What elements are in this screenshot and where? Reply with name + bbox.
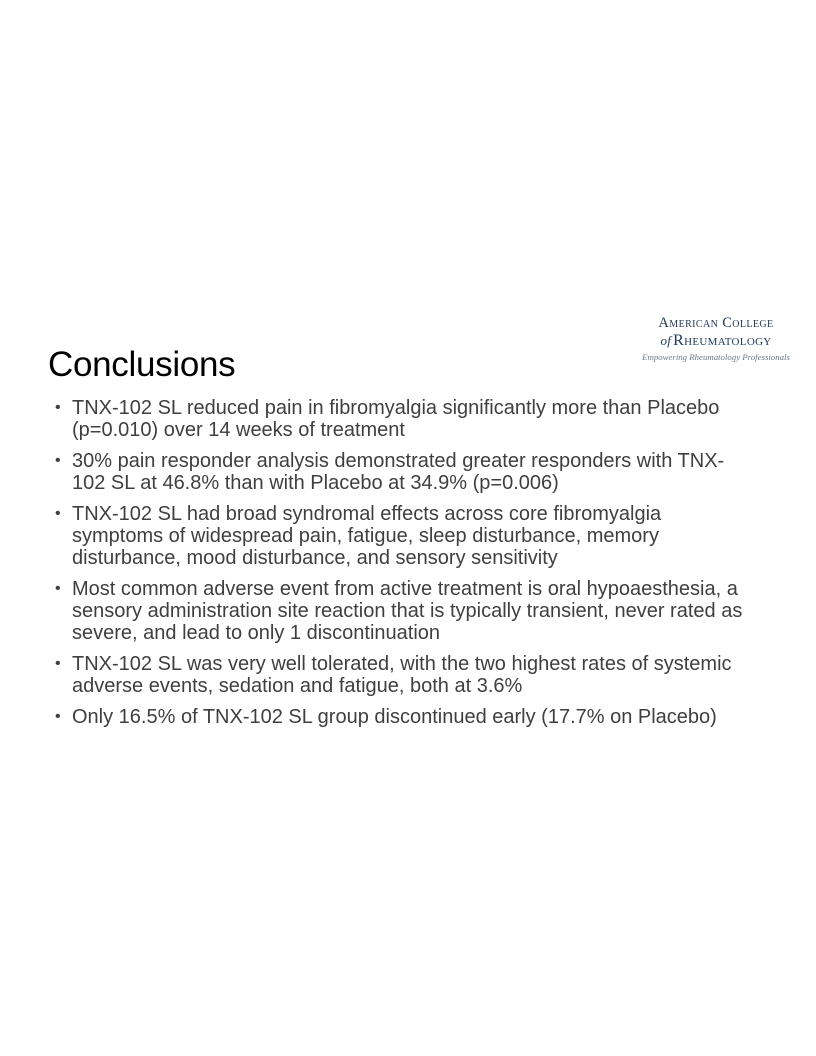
list-item — [48, 653, 762, 697]
list-item — [48, 706, 762, 728]
bullet-text-line: Most common adverse event from active treatment is oral hypoaesthesia, a — [72, 578, 738, 600]
bullet-text-line: 30% pain responder analysis demonstrated greater responders with TNX- — [72, 450, 725, 472]
bullet-text-line: TNX-102 SL had broad syndromal effects across core fibromyalgia — [72, 503, 662, 525]
acr-logo-of: of — [660, 332, 672, 348]
bullet-marker: • — [55, 708, 61, 725]
bullet-text — [72, 503, 762, 569]
acr-logo-tagline: Empowering Rheumatology Professionals — [642, 351, 790, 362]
list-item — [48, 578, 762, 644]
bullet-text-line: adverse events, sedation and fatigue, both at 3.6% — [72, 675, 523, 697]
acr-logo-name: Rheumatology — [673, 331, 772, 349]
acr-logo — [642, 316, 790, 361]
conclusions-list — [48, 397, 762, 737]
bullet-text — [72, 397, 762, 441]
bullet-marker: • — [55, 452, 61, 469]
bullet-text-line: (p=0.010) over 14 weeks of treatment — [72, 419, 405, 441]
bullet-marker: • — [55, 580, 61, 597]
bullet-text-line: severe, and lead to only 1 discontinuation — [72, 622, 441, 644]
bullet-text — [72, 578, 762, 644]
bullet-text — [72, 706, 762, 728]
bullet-marker: • — [55, 505, 61, 522]
list-item — [48, 397, 762, 441]
bullet-text — [72, 450, 762, 494]
list-item — [48, 450, 762, 494]
bullet-text-line: TNX-102 SL reduced pain in fibromyalgia significantly more than Placebo — [72, 397, 720, 419]
bullet-text-line: sensory administration site reaction that is typically transient, never rated as — [72, 600, 743, 622]
bullet-marker: • — [55, 399, 61, 416]
bullet-marker: • — [55, 655, 61, 672]
list-item — [48, 503, 762, 569]
bullet-text-line: symptoms of widespread pain, fatigue, sleep disturbance, memory — [72, 525, 659, 547]
bullet-text — [72, 653, 762, 697]
acr-logo-line2 — [642, 333, 790, 349]
acr-logo-line1: American College — [658, 315, 774, 331]
bullet-text-line: 102 SL at 46.8% than with Placebo at 34.9% (p=0.006) — [72, 472, 559, 494]
bullet-text-line: disturbance, mood disturbance, and sensory sensitivity — [72, 547, 558, 569]
bullet-text-line: Only 16.5% of TNX-102 SL group discontinued early (17.7% on Placebo) — [72, 706, 717, 728]
page-title: Conclusions — [48, 345, 236, 384]
bullet-text-line: TNX-102 SL was very well tolerated, with the two highest rates of systemic — [72, 653, 732, 675]
